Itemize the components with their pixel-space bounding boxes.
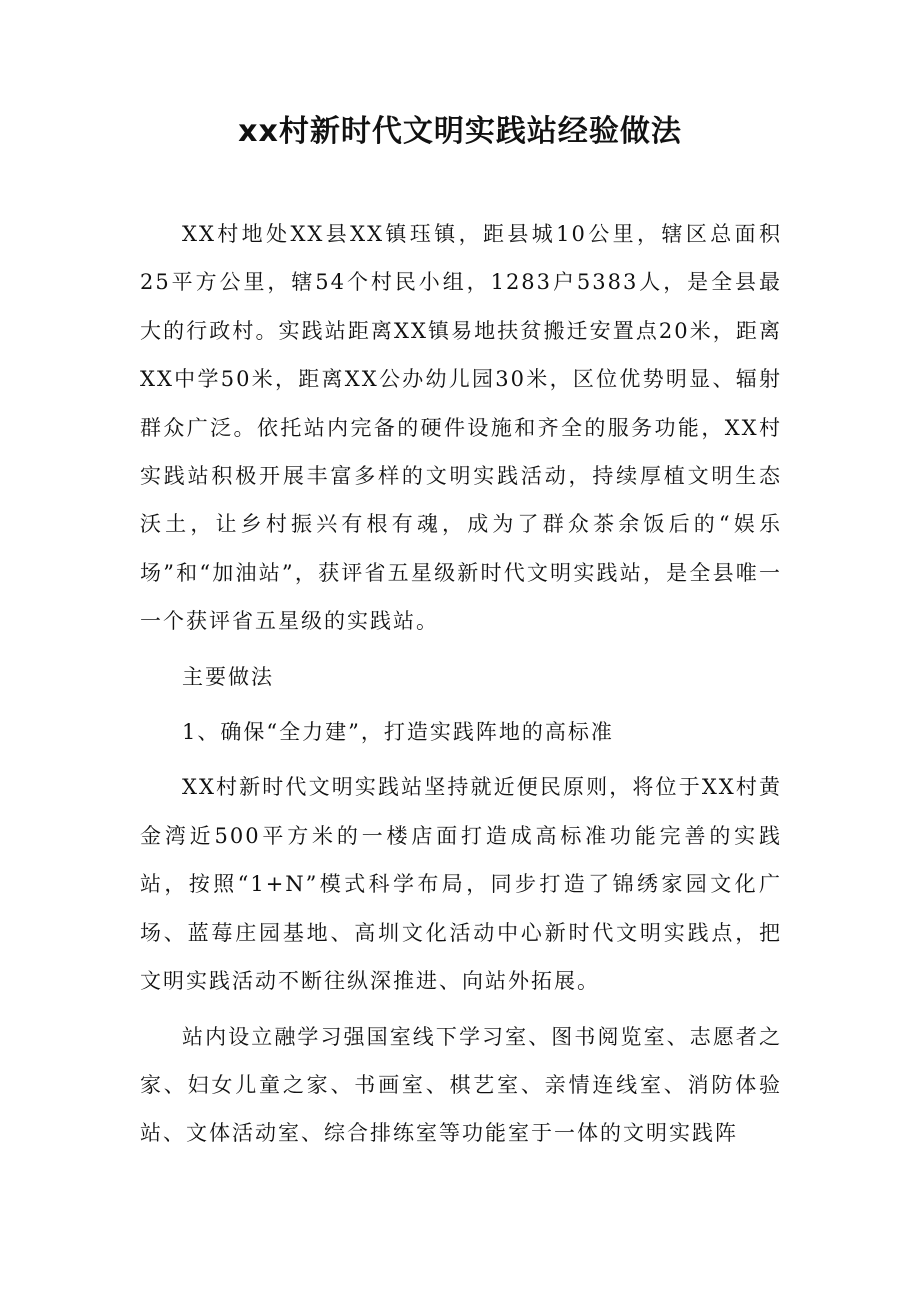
subsection-heading: 1、确保“全力建”，打造实践阵地的高标准 <box>182 720 614 745</box>
document-title: xx村新时代文明实践站经验做法 <box>238 114 682 149</box>
body-paragraph: 站内设立融学习强国室线下学习室、图书阅览室、志愿者之家、妇女儿童之家、书画室、棋艺室、亲情连线室、消防体验站、文体活动室、综合排练室等功能室于一体的文明实践阵 <box>140 1024 782 1146</box>
section-heading: 主要做法 <box>182 664 274 689</box>
document-body <box>140 210 782 1158</box>
body-paragraph: XX村新时代文明实践站坚持就近便民原则，将位于XX村黄金湾近500平方米的一楼店面打造成高标准功能完善的实践站，按照“1+N”模式科学布局，同步打造了锦绣家园文化广场、蓝莓庄园基地、高圳文化活动中心新时代文明实践点，把文明实践活动不断往纵深推进、向站外拓展。 <box>140 775 782 994</box>
intro-paragraph: XX村地处XX县XX镇珏镇，距县城10公里，辖区总面积25平方公里，辖54个村民小组，1283户5383人，是全县最大的行政村。实践站距离XX镇易地扶贫搬迁安置点20米，距离XX中学50米，距离XX公办幼儿园30米，区位优势明显、辐射群众广泛。依托站内完备的硬件设施和齐全的服务功能，XX村实践站积极开展丰富多样的文明实践活动，持续厚植文明生态沃土，让乡村振兴有根有魂，成为了群众茶余饭后的“娱乐场”和“加油站”，获评省五星级新时代文明实践站，是全县唯一一个获评省五星级的实践站。 <box>140 222 782 634</box>
